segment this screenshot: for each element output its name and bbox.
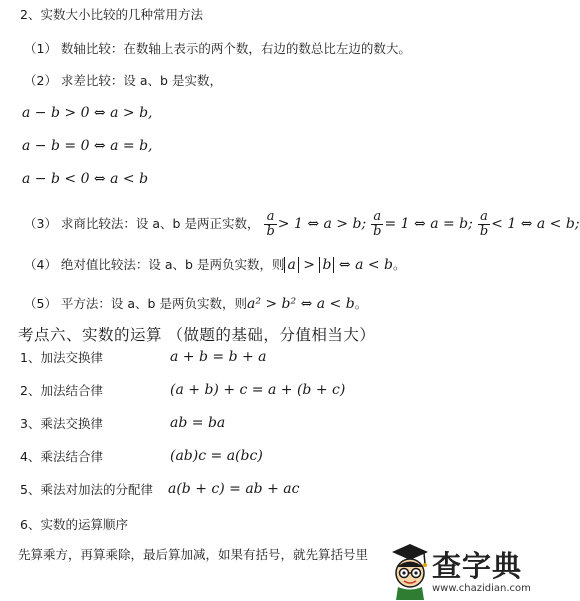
method-4-text: （4） 绝对值比较法：设 a、b 是两负实数，则 — [24, 257, 285, 272]
method-3-quotient — [24, 208, 580, 240]
law-formula-1: a + b = b + a — [170, 349, 267, 365]
gt-sign: > — [298, 257, 320, 273]
law-formula-5: a(b + c) = ab + ac — [168, 481, 300, 497]
law-name-4: 4、乘法结合律 — [20, 449, 103, 464]
order-text: 先算乘方，再算乘除，最后算加减，如果有括号，就先算括号里 — [18, 547, 369, 562]
numerator: a — [371, 210, 383, 225]
method-5-text: （5） 平方法：设 a、b 是两负实数，则 — [24, 296, 247, 311]
section-heading-comparison: 2、实数大小比较的几种常用方法 — [20, 7, 203, 22]
method-5-square — [24, 295, 367, 313]
period: 。 — [354, 296, 368, 311]
law-name-3: 3、乘法交换律 — [20, 416, 103, 431]
denominator: b — [479, 224, 489, 239]
order-title: 6、实数的运算顺序 — [20, 517, 128, 532]
law-name-1: 1、加法交换律 — [20, 350, 103, 365]
formula-diff-positive: a − b > 0 ⇔ a > b, — [22, 105, 153, 121]
numerator: a — [264, 210, 276, 225]
method-3-text: （3） 求商比较法：设 a、b 是两正实数， — [24, 216, 260, 231]
fraction-a-over-b-3 — [478, 210, 490, 239]
method-2-difference: （2） 求差比较：设 a、b 是实数， — [24, 73, 222, 88]
law-formula-4: (ab)c = a(bc) — [170, 448, 263, 464]
law-name-5: 5、乘法对加法的分配律 — [20, 482, 153, 497]
fraction-a-over-b-1 — [264, 210, 276, 239]
formula-diff-zero: a − b = 0 ⇔ a = b, — [22, 138, 153, 154]
quotient-gt-formula: > 1 ⇔ a > b; — [277, 216, 367, 232]
chazidian-logo — [388, 540, 546, 601]
fraction-a-over-b-2 — [371, 210, 383, 239]
period: 。 — [393, 257, 406, 272]
law-formula-2: (a + b) + c = a + (b + c) — [170, 382, 346, 398]
law-name-2: 2、加法结合律 — [20, 383, 103, 398]
method-1-number-line: （1） 数轴比较：在数轴上表示的两个数，右边的数总比左边的数大。 — [24, 41, 411, 56]
quotient-lt-formula: < 1 ⇔ a < b; — [491, 216, 580, 232]
numerator: a — [478, 210, 490, 225]
denominator: b — [373, 224, 382, 239]
abs-b: b — [319, 257, 334, 273]
abs-formula — [284, 257, 393, 273]
denominator: b — [266, 224, 275, 239]
square-formula: a² > b² ⇔ a < b — [246, 296, 355, 312]
section-heading-operations: 考点六、实数的运算 （做题的基础，分值相当大） — [18, 326, 376, 344]
quotient-eq-formula: = 1 ⇔ a = b; — [384, 216, 473, 232]
logo-url: www.chazidian.com — [432, 583, 531, 594]
method-4-absolute — [24, 256, 406, 274]
abs-a: a — [284, 257, 298, 273]
mascot-icon — [388, 540, 432, 601]
formula-diff-negative: a − b < 0 ⇔ a < b — [22, 171, 149, 187]
logo-name: 查字典 — [432, 549, 523, 583]
abs-rest: ⇔ a < b — [334, 257, 394, 273]
law-formula-3: ab = ba — [170, 415, 226, 431]
